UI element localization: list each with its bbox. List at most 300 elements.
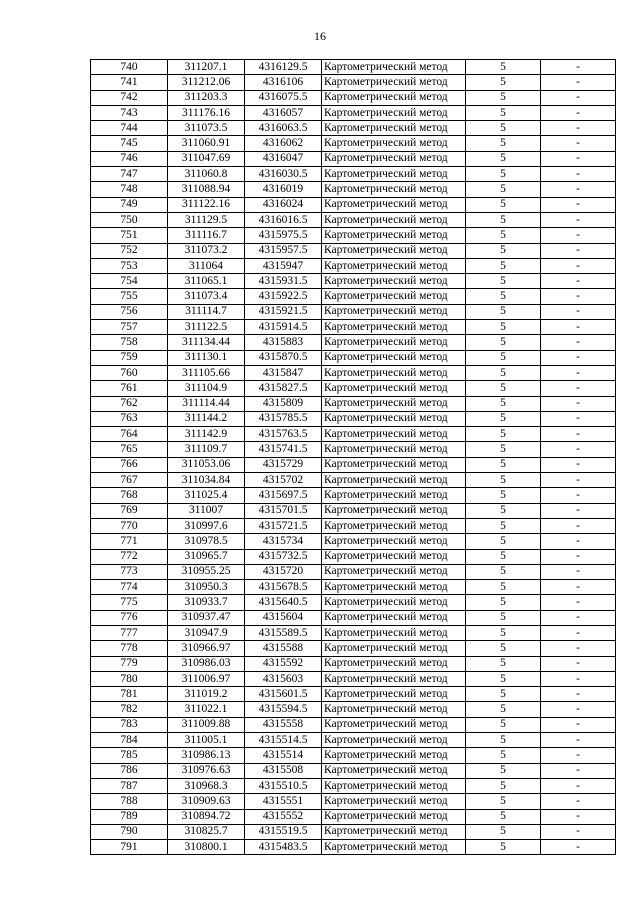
table-row [91, 702, 616, 717]
accuracy-cell: 5 [466, 580, 541, 595]
x-coordinate-cell: 311009.88 [168, 717, 245, 732]
method-cell: Картометрический метод [322, 304, 466, 319]
accuracy-cell: 5 [466, 60, 541, 75]
accuracy-cell: 5 [466, 687, 541, 702]
note-cell: - [541, 427, 616, 442]
y-coordinate-cell: 4315701.5 [245, 503, 322, 518]
x-coordinate-cell: 311116.7 [168, 228, 245, 243]
table-row [91, 625, 616, 640]
x-coordinate-cell: 311073.4 [168, 289, 245, 304]
x-coordinate-cell: 311114.7 [168, 304, 245, 319]
accuracy-cell: 5 [466, 778, 541, 793]
x-coordinate-cell: 310909.63 [168, 794, 245, 809]
y-coordinate-cell: 4315604 [245, 610, 322, 625]
x-coordinate-cell: 311142.9 [168, 427, 245, 442]
y-coordinate-cell: 4315957.5 [245, 243, 322, 258]
y-coordinate-cell: 4315551 [245, 794, 322, 809]
x-coordinate-cell: 311203.3 [168, 90, 245, 105]
x-coordinate-cell: 311060.8 [168, 167, 245, 182]
x-coordinate-cell: 311006.97 [168, 671, 245, 686]
method-cell: Картометрический метод [322, 564, 466, 579]
y-coordinate-cell: 4315508 [245, 763, 322, 778]
y-coordinate-cell: 4315483.5 [245, 840, 322, 855]
point-number-cell: 783 [91, 717, 168, 732]
x-coordinate-cell: 310800.1 [168, 840, 245, 855]
method-cell: Картометрический метод [322, 320, 466, 335]
point-number-cell: 786 [91, 763, 168, 778]
note-cell: - [541, 167, 616, 182]
y-coordinate-cell: 4315594.5 [245, 702, 322, 717]
x-coordinate-cell: 311207.1 [168, 60, 245, 75]
note-cell: - [541, 564, 616, 579]
accuracy-cell: 5 [466, 365, 541, 380]
table-row [91, 778, 616, 793]
x-coordinate-cell: 311065.1 [168, 274, 245, 289]
y-coordinate-cell: 4316047 [245, 151, 322, 166]
method-cell: Картометрический метод [322, 212, 466, 227]
x-coordinate-cell: 311122.5 [168, 320, 245, 335]
y-coordinate-cell: 4315601.5 [245, 687, 322, 702]
point-number-cell: 772 [91, 549, 168, 564]
method-cell: Картометрический метод [322, 671, 466, 686]
x-coordinate-cell: 311130.1 [168, 350, 245, 365]
y-coordinate-cell: 4315678.5 [245, 580, 322, 595]
note-cell: - [541, 610, 616, 625]
method-cell: Картометрический метод [322, 580, 466, 595]
accuracy-cell: 5 [466, 258, 541, 273]
accuracy-cell: 5 [466, 671, 541, 686]
accuracy-cell: 5 [466, 595, 541, 610]
method-cell: Картометрический метод [322, 503, 466, 518]
table-row [91, 564, 616, 579]
method-cell: Картометрический метод [322, 258, 466, 273]
table-row [91, 809, 616, 824]
y-coordinate-cell: 4316129.5 [245, 60, 322, 75]
x-coordinate-cell: 311129.5 [168, 212, 245, 227]
accuracy-cell: 5 [466, 733, 541, 748]
note-cell: - [541, 671, 616, 686]
y-coordinate-cell: 4315827.5 [245, 381, 322, 396]
note-cell: - [541, 182, 616, 197]
x-coordinate-cell: 311088.94 [168, 182, 245, 197]
accuracy-cell: 5 [466, 641, 541, 656]
point-number-cell: 787 [91, 778, 168, 793]
table-row [91, 182, 616, 197]
x-coordinate-cell: 311134.44 [168, 335, 245, 350]
table-row [91, 763, 616, 778]
table-row [91, 396, 616, 411]
point-number-cell: 790 [91, 824, 168, 839]
point-number-cell: 746 [91, 151, 168, 166]
method-cell: Картометрический метод [322, 794, 466, 809]
accuracy-cell: 5 [466, 488, 541, 503]
note-cell: - [541, 794, 616, 809]
y-coordinate-cell: 4316016.5 [245, 212, 322, 227]
x-coordinate-cell: 311025.4 [168, 488, 245, 503]
method-cell: Картометрический метод [322, 243, 466, 258]
point-number-cell: 742 [91, 90, 168, 105]
method-cell: Картометрический метод [322, 151, 466, 166]
table-row [91, 274, 616, 289]
y-coordinate-cell: 4315720 [245, 564, 322, 579]
x-coordinate-cell: 311122.16 [168, 197, 245, 212]
method-cell: Картометрический метод [322, 105, 466, 120]
point-number-cell: 780 [91, 671, 168, 686]
method-cell: Картометрический метод [322, 488, 466, 503]
accuracy-cell: 5 [466, 136, 541, 151]
accuracy-cell: 5 [466, 549, 541, 564]
note-cell: - [541, 258, 616, 273]
note-cell: - [541, 488, 616, 503]
method-cell: Картометрический метод [322, 778, 466, 793]
note-cell: - [541, 687, 616, 702]
note-cell: - [541, 763, 616, 778]
point-number-cell: 789 [91, 809, 168, 824]
accuracy-cell: 5 [466, 212, 541, 227]
table-row [91, 549, 616, 564]
method-cell: Картометрический метод [322, 442, 466, 457]
x-coordinate-cell: 310950.3 [168, 580, 245, 595]
method-cell: Картометрический метод [322, 136, 466, 151]
note-cell: - [541, 105, 616, 120]
accuracy-cell: 5 [466, 228, 541, 243]
accuracy-cell: 5 [466, 717, 541, 732]
method-cell: Картометрический метод [322, 75, 466, 90]
table-row [91, 457, 616, 472]
y-coordinate-cell: 4315883 [245, 335, 322, 350]
y-coordinate-cell: 4316024 [245, 197, 322, 212]
accuracy-cell: 5 [466, 457, 541, 472]
y-coordinate-cell: 4316075.5 [245, 90, 322, 105]
x-coordinate-cell: 310978.5 [168, 534, 245, 549]
y-coordinate-cell: 4315640.5 [245, 595, 322, 610]
accuracy-cell: 5 [466, 442, 541, 457]
point-number-cell: 756 [91, 304, 168, 319]
note-cell: - [541, 656, 616, 671]
table-row [91, 289, 616, 304]
accuracy-cell: 5 [466, 335, 541, 350]
point-number-cell: 775 [91, 595, 168, 610]
note-cell: - [541, 60, 616, 75]
accuracy-cell: 5 [466, 564, 541, 579]
accuracy-cell: 5 [466, 625, 541, 640]
point-number-cell: 750 [91, 212, 168, 227]
table-row [91, 212, 616, 227]
coordinates-table [90, 59, 616, 855]
method-cell: Картометрический метод [322, 717, 466, 732]
table-row [91, 687, 616, 702]
y-coordinate-cell: 4315847 [245, 365, 322, 380]
table-row [91, 733, 616, 748]
accuracy-cell: 5 [466, 702, 541, 717]
table-row [91, 75, 616, 90]
note-cell: - [541, 580, 616, 595]
accuracy-cell: 5 [466, 473, 541, 488]
y-coordinate-cell: 4315921.5 [245, 304, 322, 319]
note-cell: - [541, 136, 616, 151]
point-number-cell: 766 [91, 457, 168, 472]
y-coordinate-cell: 4316057 [245, 105, 322, 120]
point-number-cell: 744 [91, 121, 168, 136]
accuracy-cell: 5 [466, 503, 541, 518]
x-coordinate-cell: 310947.9 [168, 625, 245, 640]
note-cell: - [541, 350, 616, 365]
note-cell: - [541, 809, 616, 824]
table-row [91, 656, 616, 671]
point-number-cell: 784 [91, 733, 168, 748]
method-cell: Картометрический метод [322, 763, 466, 778]
y-coordinate-cell: 4316062 [245, 136, 322, 151]
point-number-cell: 781 [91, 687, 168, 702]
method-cell: Картометрический метод [322, 473, 466, 488]
x-coordinate-cell: 311104.9 [168, 381, 245, 396]
method-cell: Картометрический метод [322, 182, 466, 197]
point-number-cell: 768 [91, 488, 168, 503]
note-cell: - [541, 549, 616, 564]
note-cell: - [541, 197, 616, 212]
table-row [91, 534, 616, 549]
accuracy-cell: 5 [466, 151, 541, 166]
note-cell: - [541, 748, 616, 763]
accuracy-cell: 5 [466, 411, 541, 426]
method-cell: Картометрический метод [322, 167, 466, 182]
point-number-cell: 751 [91, 228, 168, 243]
point-number-cell: 740 [91, 60, 168, 75]
note-cell: - [541, 625, 616, 640]
y-coordinate-cell: 4315734 [245, 534, 322, 549]
point-number-cell: 771 [91, 534, 168, 549]
y-coordinate-cell: 4315947 [245, 258, 322, 273]
table-row [91, 258, 616, 273]
method-cell: Картометрический метод [322, 121, 466, 136]
point-number-cell: 755 [91, 289, 168, 304]
table-row [91, 350, 616, 365]
note-cell: - [541, 396, 616, 411]
table-row [91, 580, 616, 595]
accuracy-cell: 5 [466, 656, 541, 671]
method-cell: Картометрический метод [322, 350, 466, 365]
method-cell: Картометрический метод [322, 610, 466, 625]
method-cell: Картометрический метод [322, 60, 466, 75]
point-number-cell: 741 [91, 75, 168, 90]
table-row [91, 717, 616, 732]
point-number-cell: 759 [91, 350, 168, 365]
x-coordinate-cell: 310937.47 [168, 610, 245, 625]
point-number-cell: 760 [91, 365, 168, 380]
accuracy-cell: 5 [466, 824, 541, 839]
note-cell: - [541, 335, 616, 350]
x-coordinate-cell: 310894.72 [168, 809, 245, 824]
point-number-cell: 745 [91, 136, 168, 151]
note-cell: - [541, 778, 616, 793]
method-cell: Картометрический метод [322, 90, 466, 105]
x-coordinate-cell: 311212.06 [168, 75, 245, 90]
table-row [91, 167, 616, 182]
accuracy-cell: 5 [466, 809, 541, 824]
note-cell: - [541, 503, 616, 518]
method-cell: Картометрический метод [322, 809, 466, 824]
table-row [91, 243, 616, 258]
table-row [91, 411, 616, 426]
x-coordinate-cell: 311005.1 [168, 733, 245, 748]
x-coordinate-cell: 311064 [168, 258, 245, 273]
x-coordinate-cell: 311073.2 [168, 243, 245, 258]
point-number-cell: 749 [91, 197, 168, 212]
point-number-cell: 765 [91, 442, 168, 457]
note-cell: - [541, 717, 616, 732]
x-coordinate-cell: 311109.7 [168, 442, 245, 457]
method-cell: Картометрический метод [322, 457, 466, 472]
accuracy-cell: 5 [466, 197, 541, 212]
method-cell: Картометрический метод [322, 824, 466, 839]
note-cell: - [541, 365, 616, 380]
point-number-cell: 762 [91, 396, 168, 411]
table-row [91, 381, 616, 396]
method-cell: Картометрический метод [322, 702, 466, 717]
point-number-cell: 764 [91, 427, 168, 442]
note-cell: - [541, 411, 616, 426]
x-coordinate-cell: 311022.1 [168, 702, 245, 717]
y-coordinate-cell: 4315552 [245, 809, 322, 824]
method-cell: Картометрический метод [322, 534, 466, 549]
method-cell: Картометрический метод [322, 365, 466, 380]
accuracy-cell: 5 [466, 243, 541, 258]
note-cell: - [541, 473, 616, 488]
y-coordinate-cell: 4315558 [245, 717, 322, 732]
table-row [91, 473, 616, 488]
point-number-cell: 758 [91, 335, 168, 350]
method-cell: Картометрический метод [322, 656, 466, 671]
point-number-cell: 782 [91, 702, 168, 717]
note-cell: - [541, 320, 616, 335]
point-number-cell: 752 [91, 243, 168, 258]
y-coordinate-cell: 4315931.5 [245, 274, 322, 289]
point-number-cell: 769 [91, 503, 168, 518]
table-row [91, 748, 616, 763]
table-row [91, 503, 616, 518]
y-coordinate-cell: 4315741.5 [245, 442, 322, 457]
y-coordinate-cell: 4316030.5 [245, 167, 322, 182]
point-number-cell: 773 [91, 564, 168, 579]
method-cell: Картометрический метод [322, 687, 466, 702]
accuracy-cell: 5 [466, 381, 541, 396]
x-coordinate-cell: 310966.97 [168, 641, 245, 656]
x-coordinate-cell: 310997.6 [168, 518, 245, 533]
method-cell: Картометрический метод [322, 641, 466, 656]
accuracy-cell: 5 [466, 748, 541, 763]
table-row [91, 840, 616, 855]
point-number-cell: 747 [91, 167, 168, 182]
note-cell: - [541, 243, 616, 258]
method-cell: Картометрический метод [322, 289, 466, 304]
accuracy-cell: 5 [466, 289, 541, 304]
note-cell: - [541, 442, 616, 457]
table-row [91, 794, 616, 809]
table-row [91, 320, 616, 335]
x-coordinate-cell: 311060.91 [168, 136, 245, 151]
x-coordinate-cell: 311073.5 [168, 121, 245, 136]
y-coordinate-cell: 4315702 [245, 473, 322, 488]
note-cell: - [541, 212, 616, 227]
method-cell: Картометрический метод [322, 381, 466, 396]
table-row [91, 595, 616, 610]
method-cell: Картометрический метод [322, 274, 466, 289]
x-coordinate-cell: 311114.44 [168, 396, 245, 411]
x-coordinate-cell: 311019.2 [168, 687, 245, 702]
y-coordinate-cell: 4315870.5 [245, 350, 322, 365]
y-coordinate-cell: 4316019 [245, 182, 322, 197]
accuracy-cell: 5 [466, 794, 541, 809]
point-number-cell: 763 [91, 411, 168, 426]
y-coordinate-cell: 4315785.5 [245, 411, 322, 426]
note-cell: - [541, 824, 616, 839]
point-number-cell: 779 [91, 656, 168, 671]
x-coordinate-cell: 311053.06 [168, 457, 245, 472]
table-row [91, 427, 616, 442]
method-cell: Картометрический метод [322, 549, 466, 564]
table-row [91, 136, 616, 151]
point-number-cell: 774 [91, 580, 168, 595]
y-coordinate-cell: 4315809 [245, 396, 322, 411]
note-cell: - [541, 90, 616, 105]
table-row [91, 671, 616, 686]
coordinates-table-body [91, 60, 616, 855]
point-number-cell: 757 [91, 320, 168, 335]
point-number-cell: 788 [91, 794, 168, 809]
y-coordinate-cell: 4315697.5 [245, 488, 322, 503]
y-coordinate-cell: 4315603 [245, 671, 322, 686]
note-cell: - [541, 457, 616, 472]
note-cell: - [541, 274, 616, 289]
method-cell: Картометрический метод [322, 748, 466, 763]
table-row [91, 228, 616, 243]
y-coordinate-cell: 4315510.5 [245, 778, 322, 793]
accuracy-cell: 5 [466, 840, 541, 855]
table-row [91, 304, 616, 319]
table-row [91, 365, 616, 380]
point-number-cell: 777 [91, 625, 168, 640]
table-row [91, 60, 616, 75]
x-coordinate-cell: 311047.69 [168, 151, 245, 166]
method-cell: Картометрический метод [322, 335, 466, 350]
accuracy-cell: 5 [466, 763, 541, 778]
x-coordinate-cell: 310933.7 [168, 595, 245, 610]
x-coordinate-cell: 310986.13 [168, 748, 245, 763]
table-row [91, 121, 616, 136]
method-cell: Картометрический метод [322, 518, 466, 533]
point-number-cell: 761 [91, 381, 168, 396]
point-number-cell: 785 [91, 748, 168, 763]
x-coordinate-cell: 310986.03 [168, 656, 245, 671]
note-cell: - [541, 304, 616, 319]
method-cell: Картометрический метод [322, 228, 466, 243]
table-row [91, 641, 616, 656]
table-row [91, 197, 616, 212]
x-coordinate-cell: 311144.2 [168, 411, 245, 426]
method-cell: Картометрический метод [322, 197, 466, 212]
note-cell: - [541, 228, 616, 243]
y-coordinate-cell: 4315732.5 [245, 549, 322, 564]
accuracy-cell: 5 [466, 518, 541, 533]
table-row [91, 151, 616, 166]
table-row [91, 824, 616, 839]
y-coordinate-cell: 4315975.5 [245, 228, 322, 243]
y-coordinate-cell: 4315588 [245, 641, 322, 656]
x-coordinate-cell: 310955.25 [168, 564, 245, 579]
point-number-cell: 748 [91, 182, 168, 197]
accuracy-cell: 5 [466, 350, 541, 365]
y-coordinate-cell: 4315922.5 [245, 289, 322, 304]
